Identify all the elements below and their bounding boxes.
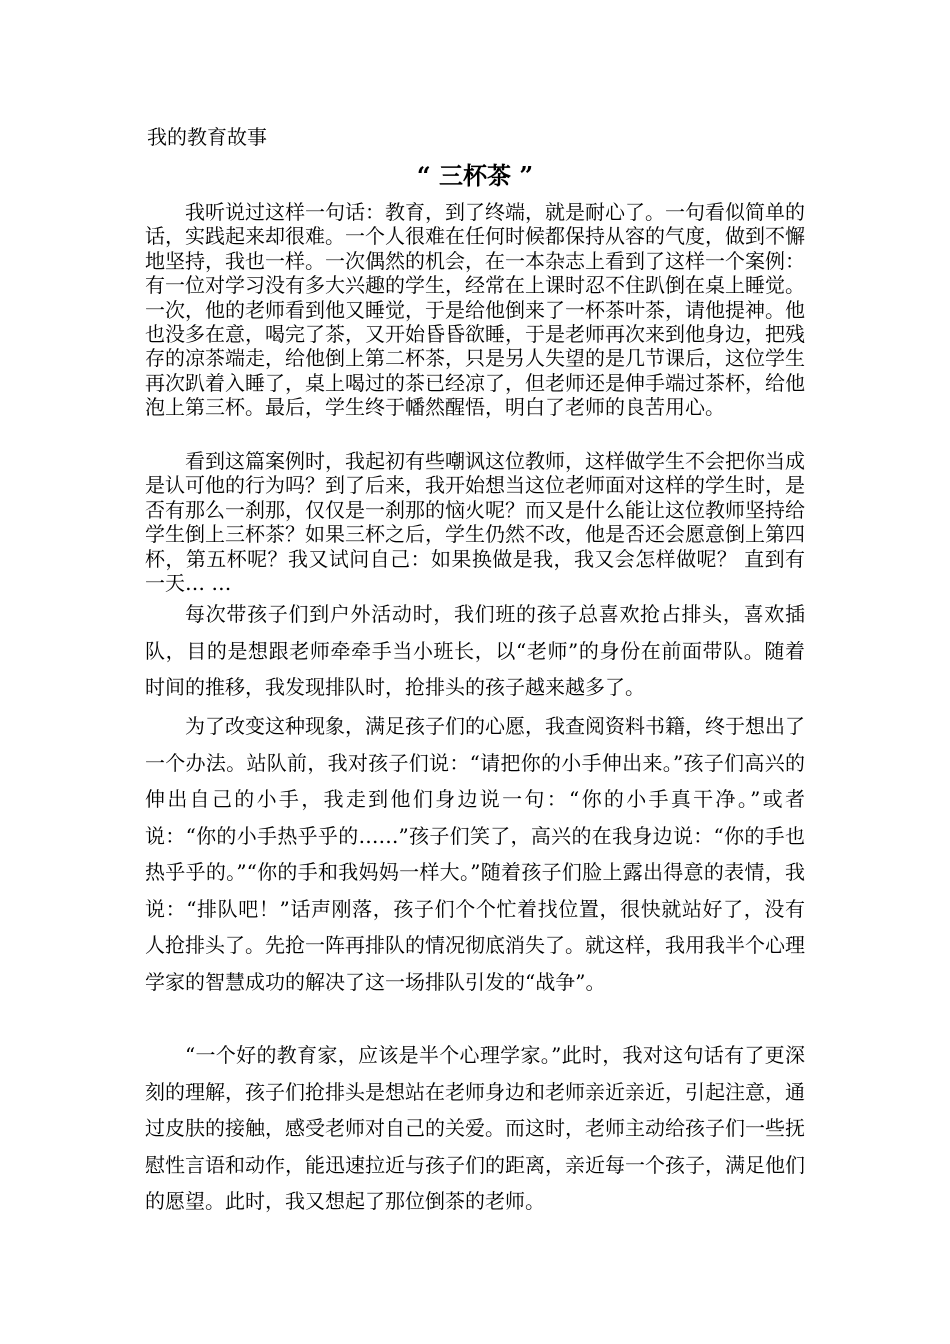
document-heading: 我的教育故事 <box>147 125 267 149</box>
paragraph-4: 为了改变这种现象，满足孩子们的心愿，我查阅资料书籍，终于想出了一个办法。站队前，我对孩子们说：“请把你的小手伸出来。”孩子们高兴的伸出自己的小手，我走到他们身边说一句：“你的小手真干净。”或者说：“你的小手热乎乎的……”孩子们笑了，高兴的在我身边说：“你的手也热乎乎的。”“你的手和我妈妈一样大。”随着孩子们脸上露出得意的表情，我说：“排队吧！”话声刚落，孩子们个个忙着找位置，很快就站好了，没有人抢排头了。先抢一阵再排队的情况彻底消失了。就这样，我用我半个心理学家的智慧成功的解决了这一场排队引发的“战争”。 <box>145 714 805 994</box>
paragraph-5: “一个好的教育家，应该是半个心理学家。”此时，我对这句话有了更深刻的理解，孩子们抢排头是想站在老师身边和老师亲近亲近，引起注意，通过皮肤的接触，感受老师对自己的关爱。而这时，老师主动给孩子们一些抚慰性言语和动作，能迅速拉近与孩子们的距离，亲近每一个孩子，满足他们的愿望。此时，我又想起了那位倒茶的老师。 <box>145 1043 805 1213</box>
story-title: “ 三杯茶 ” <box>416 161 534 190</box>
paragraph-2: 看到这篇案例时，我起初有些嘲讽这位教师，这样做学生不会把你当成是认可他的行为吗？到了后来，我开始想当这位老师面对这样的学生时，是否有那么一刹那，仅仅是一刹那的恼火呢？而又是什么能让这位教师坚持给学生倒上三杯茶？如果三杯之后，学生仍然不改，他是否还会愿意倒上第四杯，第五杯呢？我又试问自己：如果换做是我，我又会怎样做呢？ 直到有一天… … <box>145 449 805 596</box>
paragraph-3: 每次带孩子们到户外活动时，我们班的孩子总喜欢抢占排头，喜欢插队，目的是想跟老师牵牵手当小班长，以“老师”的身份在前面带队。随着时间的推移，我发现排队时，抢排头的孩子越来越多了。 <box>145 602 805 699</box>
paragraph-1: 我听说过这样一句话：教育，到了终端，就是耐心了。一句看似简单的话，实践起来却很难。一个人很难在任何时候都保持从容的气度，做到不懈地坚持，我也一样。一次偶然的机会，在一本杂志上看到了这样一个案例：有一位对学习没有多大兴趣的学生，经常在上课时忍不住趴倒在桌上睡觉。一次，他的老师看到他又睡觉，于是给他倒来了一杯茶叶茶，请他提神。他也没多在意，喝完了茶，又开始昏昏欲睡，于是老师再次来到他身边，把残存的凉茶端走，给他倒上第二杯茶，只是另人失望的是几节课后，这位学生再次趴着入睡了，桌上喝过的茶已经凉了，但老师还是伸手端过茶杯，给他泡上第三杯。最后，学生终于幡然醒悟，明白了老师的良苦用心。 <box>145 200 805 420</box>
